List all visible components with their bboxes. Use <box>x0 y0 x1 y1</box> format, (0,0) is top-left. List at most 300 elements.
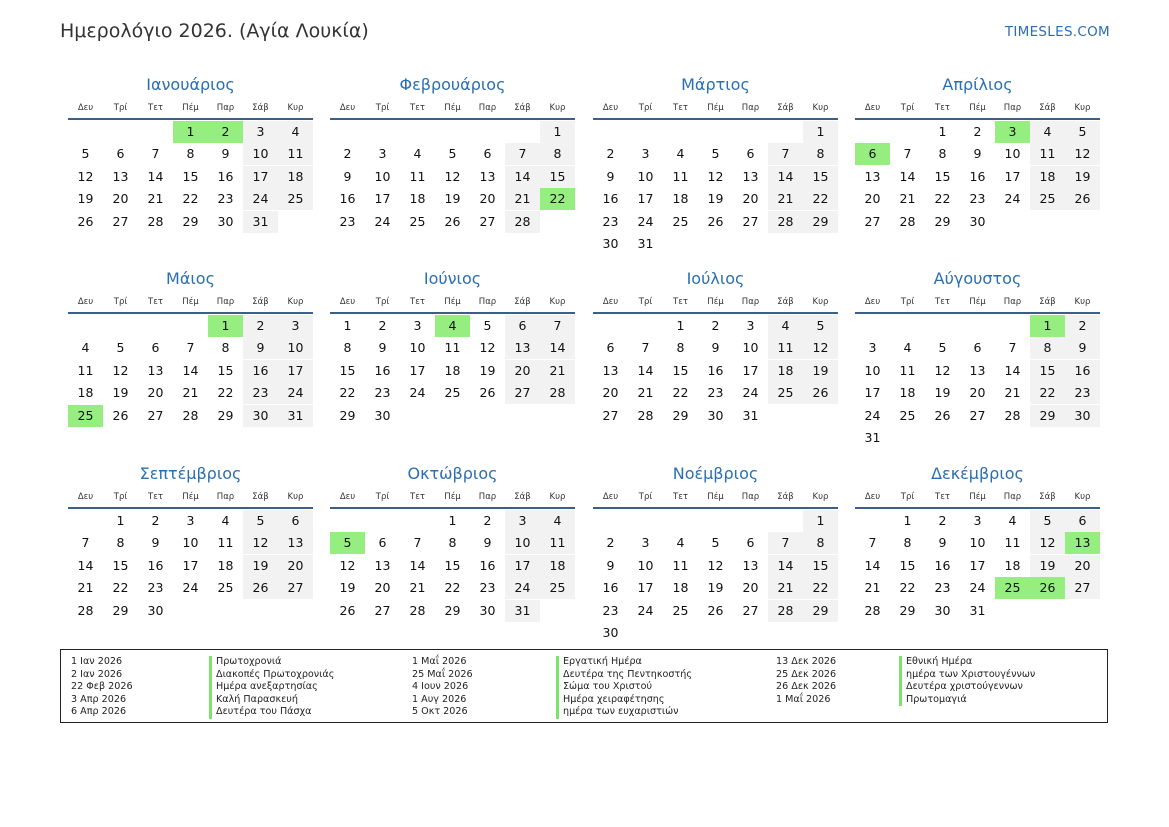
day-cell[interactable]: 29 <box>672 407 689 423</box>
day-cell[interactable]: 30 <box>969 213 986 229</box>
day-cell[interactable]: 7 <box>505 143 540 165</box>
day-cell[interactable]: 4 <box>1030 121 1065 143</box>
day-cell[interactable]: 15 <box>934 168 951 184</box>
day-cell[interactable]: 24 <box>969 580 986 596</box>
day-cell[interactable]: 17 <box>742 362 759 378</box>
day-cell[interactable]: 28 <box>77 602 94 618</box>
day-cell[interactable]: 30 <box>374 407 391 423</box>
day-cell[interactable]: 18 <box>899 385 916 401</box>
day-cell[interactable]: 21 <box>505 188 540 210</box>
day-cell[interactable]: 20 <box>112 191 129 207</box>
day-cell[interactable]: 3 <box>746 318 755 333</box>
day-cell[interactable]: 1 <box>803 510 838 532</box>
day-cell[interactable]: 20 <box>278 555 313 577</box>
day-cell[interactable]: 16 <box>374 362 391 378</box>
day-cell[interactable]: 8 <box>186 146 195 162</box>
day-cell[interactable]: 26 <box>707 213 724 229</box>
day-cell[interactable]: 27 <box>1065 577 1100 599</box>
day-cell[interactable]: 6 <box>973 340 982 356</box>
day-cell[interactable]: 24 <box>637 602 654 618</box>
day-cell[interactable]: 4 <box>676 535 685 551</box>
day-cell[interactable]: 23 <box>934 580 951 596</box>
day-cell[interactable]: 22 <box>444 580 461 596</box>
day-cell[interactable]: 29 <box>182 213 199 229</box>
day-cell[interactable]: 6 <box>1065 510 1100 532</box>
day-cell[interactable]: 9 <box>378 340 387 356</box>
day-cell[interactable]: 10 <box>1004 146 1021 162</box>
day-cell[interactable]: 28 <box>768 600 803 622</box>
day-cell[interactable]: 13 <box>147 362 164 378</box>
day-cell[interactable]: 1 <box>803 121 838 143</box>
day-cell[interactable]: 15 <box>803 166 838 188</box>
day-cell[interactable]: 14 <box>864 557 881 573</box>
day-cell[interactable]: 4 <box>676 146 685 162</box>
day-cell[interactable]: 7 <box>1008 340 1017 356</box>
day-cell[interactable]: 6 <box>378 535 387 551</box>
day-cell[interactable]: 17 <box>637 191 654 207</box>
day-cell[interactable]: 12 <box>339 557 356 573</box>
day-cell[interactable]: 22 <box>803 188 838 210</box>
day-cell[interactable]: 23 <box>147 580 164 596</box>
day-cell[interactable]: 8 <box>448 535 457 551</box>
day-cell[interactable]: 10 <box>637 557 654 573</box>
day-cell[interactable]: 6 <box>483 146 492 162</box>
day-cell[interactable]: 7 <box>540 315 575 337</box>
day-cell[interactable]: 29 <box>803 600 838 622</box>
day-cell[interactable]: 26 <box>479 385 496 401</box>
day-cell[interactable]: 20 <box>602 385 619 401</box>
day-cell[interactable]: 21 <box>147 191 164 207</box>
day-cell[interactable]: 10 <box>243 143 278 165</box>
day-cell[interactable]: 29 <box>444 602 461 618</box>
day-cell[interactable]: 14 <box>147 168 164 184</box>
day-cell[interactable]: 10 <box>505 532 540 554</box>
day-cell[interactable]: 25 <box>278 188 313 210</box>
day-cell[interactable]: 23 <box>217 191 234 207</box>
day-cell[interactable]: 30 <box>602 235 619 251</box>
day-cell[interactable]: 8 <box>803 143 838 165</box>
day-cell[interactable]: 13 <box>505 337 540 359</box>
day-cell[interactable]: 30 <box>1065 405 1100 427</box>
day-cell[interactable]: 19 <box>77 191 94 207</box>
day-cell[interactable]: 18 <box>1004 557 1021 573</box>
day-cell[interactable]: 11 <box>409 168 426 184</box>
day-cell[interactable]: 8 <box>343 340 352 356</box>
day-cell[interactable]: 28 <box>505 211 540 233</box>
day-cell[interactable]: 3 <box>505 510 540 532</box>
day-cell[interactable]: 11 <box>1030 143 1065 165</box>
day-cell[interactable]: 7 <box>186 340 195 356</box>
day-cell[interactable]: 15 <box>672 362 689 378</box>
day-cell[interactable]: 26 <box>112 407 129 423</box>
day-cell[interactable]: 6 <box>505 315 540 337</box>
day-cell[interactable]: 20 <box>742 580 759 596</box>
day-cell[interactable]: 22 <box>803 577 838 599</box>
day-cell[interactable]: 26 <box>77 213 94 229</box>
day-cell[interactable]: 13 <box>278 532 313 554</box>
day-cell[interactable]: 20 <box>479 191 496 207</box>
day-cell[interactable]: 2 <box>938 513 947 528</box>
day-cell[interactable]: 17 <box>864 385 881 401</box>
day-cell[interactable]: 11 <box>899 362 916 378</box>
day-cell[interactable]: 14 <box>409 557 426 573</box>
day-cell[interactable]: 25 <box>409 213 426 229</box>
day-cell[interactable]: 7 <box>868 535 877 551</box>
day-cell[interactable]: 24 <box>243 188 278 210</box>
day-cell[interactable]: 29 <box>339 407 356 423</box>
day-cell[interactable]: 18 <box>540 555 575 577</box>
day-cell[interactable]: 19 <box>1065 166 1100 188</box>
day-cell[interactable]: 13 <box>602 362 619 378</box>
day-cell[interactable]: 23 <box>602 602 619 618</box>
day-cell[interactable]: 3 <box>413 318 422 333</box>
day-cell[interactable]: 1 <box>448 513 457 528</box>
day-cell[interactable]: 2 <box>243 315 278 337</box>
day-cell[interactable]: 17 <box>374 191 391 207</box>
day-cell[interactable]: 12 <box>934 362 951 378</box>
day-cell[interactable]: 3 <box>973 513 982 528</box>
day-cell[interactable]: 11 <box>217 535 234 551</box>
day-cell[interactable]: 10 <box>374 168 391 184</box>
day-cell[interactable]: 11 <box>768 337 803 359</box>
day-cell[interactable]: 9 <box>221 146 230 162</box>
day-cell[interactable]: 5 <box>938 340 947 356</box>
day-cell[interactable]: 6 <box>606 340 615 356</box>
day-cell[interactable]: 25 <box>1030 188 1065 210</box>
day-cell[interactable]: 26 <box>1065 188 1100 210</box>
day-cell[interactable]: 6 <box>746 146 755 162</box>
day-cell[interactable]: 5 <box>116 340 125 356</box>
day-cell[interactable]: 4 <box>413 146 422 162</box>
day-cell[interactable]: 21 <box>77 580 94 596</box>
day-cell[interactable]: 21 <box>768 188 803 210</box>
day-cell[interactable]: 1 <box>903 513 912 528</box>
day-cell[interactable]: 12 <box>112 362 129 378</box>
day-cell[interactable]: 15 <box>182 168 199 184</box>
day-cell[interactable]: 5 <box>330 532 365 554</box>
day-cell[interactable]: 17 <box>278 360 313 382</box>
day-cell[interactable]: 23 <box>969 191 986 207</box>
day-cell[interactable]: 30 <box>934 602 951 618</box>
day-cell[interactable]: 16 <box>217 168 234 184</box>
day-cell[interactable]: 6 <box>746 535 755 551</box>
day-cell[interactable]: 20 <box>374 580 391 596</box>
day-cell[interactable]: 26 <box>339 602 356 618</box>
day-cell[interactable]: 22 <box>540 188 575 210</box>
day-cell[interactable]: 24 <box>864 407 881 423</box>
day-cell[interactable]: 2 <box>151 513 160 528</box>
day-cell[interactable]: 20 <box>742 191 759 207</box>
day-cell[interactable]: 16 <box>934 557 951 573</box>
day-cell[interactable]: 14 <box>1004 362 1021 378</box>
day-cell[interactable]: 20 <box>505 360 540 382</box>
day-cell[interactable]: 29 <box>899 602 916 618</box>
day-cell[interactable]: 4 <box>768 315 803 337</box>
day-cell[interactable]: 28 <box>182 407 199 423</box>
day-cell[interactable]: 22 <box>1030 382 1065 404</box>
day-cell[interactable]: 22 <box>217 385 234 401</box>
day-cell[interactable]: 1 <box>208 315 243 337</box>
day-cell[interactable]: 27 <box>112 213 129 229</box>
day-cell[interactable]: 27 <box>147 407 164 423</box>
day-cell[interactable]: 5 <box>803 315 838 337</box>
day-cell[interactable]: 28 <box>768 211 803 233</box>
day-cell[interactable]: 18 <box>278 166 313 188</box>
day-cell[interactable]: 5 <box>448 146 457 162</box>
day-cell[interactable]: 19 <box>112 385 129 401</box>
day-cell[interactable]: 19 <box>479 362 496 378</box>
day-cell[interactable]: 16 <box>147 557 164 573</box>
day-cell[interactable]: 7 <box>903 146 912 162</box>
day-cell[interactable]: 9 <box>343 168 352 184</box>
day-cell[interactable]: 3 <box>378 146 387 162</box>
day-cell[interactable]: 10 <box>409 340 426 356</box>
day-cell[interactable]: 2 <box>343 146 352 162</box>
day-cell[interactable]: 4 <box>221 513 230 528</box>
day-cell[interactable]: 16 <box>969 168 986 184</box>
day-cell[interactable]: 26 <box>707 602 724 618</box>
day-cell[interactable]: 10 <box>182 535 199 551</box>
day-cell[interactable]: 3 <box>641 535 650 551</box>
day-cell[interactable]: 24 <box>278 382 313 404</box>
day-cell[interactable]: 30 <box>479 602 496 618</box>
day-cell[interactable]: 15 <box>803 555 838 577</box>
day-cell[interactable]: 4 <box>278 121 313 143</box>
day-cell[interactable]: 3 <box>186 513 195 528</box>
day-cell[interactable]: 24 <box>374 213 391 229</box>
day-cell[interactable]: 1 <box>540 121 575 143</box>
day-cell[interactable]: 9 <box>606 168 615 184</box>
day-cell[interactable]: 5 <box>1030 510 1065 532</box>
day-cell[interactable]: 25 <box>540 577 575 599</box>
day-cell[interactable]: 16 <box>243 360 278 382</box>
day-cell[interactable]: 18 <box>672 580 689 596</box>
day-cell[interactable]: 10 <box>742 340 759 356</box>
day-cell[interactable]: 17 <box>182 557 199 573</box>
day-cell[interactable]: 13 <box>864 168 881 184</box>
day-cell[interactable]: 30 <box>707 407 724 423</box>
day-cell[interactable]: 8 <box>116 535 125 551</box>
day-cell[interactable]: 6 <box>151 340 160 356</box>
day-cell[interactable]: 16 <box>602 191 619 207</box>
day-cell[interactable]: 8 <box>938 146 947 162</box>
day-cell[interactable]: 27 <box>969 407 986 423</box>
day-cell[interactable]: 16 <box>339 191 356 207</box>
day-cell[interactable]: 9 <box>938 535 947 551</box>
day-cell[interactable]: 24 <box>742 385 759 401</box>
day-cell[interactable]: 2 <box>378 318 387 333</box>
day-cell[interactable]: 29 <box>934 213 951 229</box>
day-cell[interactable]: 7 <box>413 535 422 551</box>
day-cell[interactable]: 17 <box>1004 168 1021 184</box>
day-cell[interactable]: 4 <box>1008 513 1017 528</box>
day-cell[interactable]: 12 <box>479 340 496 356</box>
day-cell[interactable]: 31 <box>243 211 278 233</box>
day-cell[interactable]: 2 <box>606 535 615 551</box>
day-cell[interactable]: 27 <box>479 213 496 229</box>
day-cell[interactable]: 24 <box>637 213 654 229</box>
day-cell[interactable]: 1 <box>343 318 352 333</box>
day-cell[interactable]: 21 <box>899 191 916 207</box>
day-cell[interactable]: 14 <box>768 166 803 188</box>
day-cell[interactable]: 31 <box>505 600 540 622</box>
day-cell[interactable]: 5 <box>81 146 90 162</box>
day-cell[interactable]: 3 <box>641 146 650 162</box>
day-cell[interactable]: 10 <box>278 337 313 359</box>
day-cell[interactable]: 31 <box>969 602 986 618</box>
day-cell[interactable]: 5 <box>483 318 492 333</box>
day-cell[interactable]: 9 <box>973 146 982 162</box>
day-cell[interactable]: 19 <box>707 580 724 596</box>
day-cell[interactable]: 24 <box>409 385 426 401</box>
day-cell[interactable]: 28 <box>864 602 881 618</box>
day-cell[interactable]: 18 <box>1030 166 1065 188</box>
day-cell[interactable]: 2 <box>208 121 243 143</box>
day-cell[interactable]: 5 <box>1065 121 1100 143</box>
day-cell[interactable]: 23 <box>339 213 356 229</box>
day-cell[interactable]: 16 <box>707 362 724 378</box>
day-cell[interactable]: 24 <box>505 577 540 599</box>
day-cell[interactable]: 7 <box>768 532 803 554</box>
day-cell[interactable]: 28 <box>409 602 426 618</box>
day-cell[interactable]: 23 <box>374 385 391 401</box>
day-cell[interactable]: 9 <box>1065 337 1100 359</box>
day-cell[interactable]: 28 <box>540 382 575 404</box>
day-cell[interactable]: 18 <box>409 191 426 207</box>
day-cell[interactable]: 2 <box>606 146 615 162</box>
day-cell[interactable]: 23 <box>707 385 724 401</box>
day-cell[interactable]: 15 <box>1030 360 1065 382</box>
day-cell[interactable]: 12 <box>243 532 278 554</box>
day-cell[interactable]: 13 <box>742 168 759 184</box>
day-cell[interactable]: 30 <box>147 602 164 618</box>
day-cell[interactable]: 22 <box>899 580 916 596</box>
day-cell[interactable]: 11 <box>672 557 689 573</box>
day-cell[interactable]: 3 <box>243 121 278 143</box>
day-cell[interactable]: 13 <box>374 557 391 573</box>
day-cell[interactable]: 25 <box>672 602 689 618</box>
day-cell[interactable]: 21 <box>768 577 803 599</box>
day-cell[interactable]: 21 <box>540 360 575 382</box>
day-cell[interactable]: 15 <box>540 166 575 188</box>
day-cell[interactable]: 9 <box>151 535 160 551</box>
day-cell[interactable]: 2 <box>483 513 492 528</box>
day-cell[interactable]: 30 <box>602 624 619 640</box>
day-cell[interactable]: 12 <box>707 557 724 573</box>
day-cell[interactable]: 27 <box>864 213 881 229</box>
day-cell[interactable]: 17 <box>637 580 654 596</box>
day-cell[interactable]: 22 <box>672 385 689 401</box>
day-cell[interactable]: 5 <box>711 535 720 551</box>
day-cell[interactable]: 4 <box>903 340 912 356</box>
day-cell[interactable]: 20 <box>1065 555 1100 577</box>
day-cell[interactable]: 31 <box>278 405 313 427</box>
day-cell[interactable]: 8 <box>803 532 838 554</box>
day-cell[interactable]: 25 <box>995 577 1030 599</box>
day-cell[interactable]: 3 <box>278 315 313 337</box>
day-cell[interactable]: 15 <box>899 557 916 573</box>
day-cell[interactable]: 18 <box>672 191 689 207</box>
day-cell[interactable]: 1 <box>173 121 208 143</box>
day-cell[interactable]: 18 <box>768 360 803 382</box>
day-cell[interactable]: 18 <box>444 362 461 378</box>
day-cell[interactable]: 19 <box>444 191 461 207</box>
day-cell[interactable]: 11 <box>672 168 689 184</box>
day-cell[interactable]: 4 <box>540 510 575 532</box>
day-cell[interactable]: 5 <box>243 510 278 532</box>
day-cell[interactable]: 23 <box>243 382 278 404</box>
day-cell[interactable]: 6 <box>855 143 890 165</box>
day-cell[interactable]: 17 <box>409 362 426 378</box>
day-cell[interactable]: 12 <box>1030 532 1065 554</box>
day-cell[interactable]: 23 <box>602 213 619 229</box>
day-cell[interactable]: 19 <box>707 191 724 207</box>
day-cell[interactable]: 14 <box>182 362 199 378</box>
day-cell[interactable]: 22 <box>182 191 199 207</box>
day-cell[interactable]: 6 <box>116 146 125 162</box>
day-cell[interactable]: 6 <box>278 510 313 532</box>
day-cell[interactable]: 27 <box>374 602 391 618</box>
day-cell[interactable]: 24 <box>182 580 199 596</box>
day-cell[interactable]: 5 <box>711 146 720 162</box>
day-cell[interactable]: 28 <box>147 213 164 229</box>
day-cell[interactable]: 20 <box>864 191 881 207</box>
day-cell[interactable]: 7 <box>81 535 90 551</box>
day-cell[interactable]: 2 <box>1065 315 1100 337</box>
day-cell[interactable]: 8 <box>676 340 685 356</box>
day-cell[interactable]: 18 <box>217 557 234 573</box>
day-cell[interactable]: 12 <box>707 168 724 184</box>
day-cell[interactable]: 14 <box>768 555 803 577</box>
day-cell[interactable]: 13 <box>112 168 129 184</box>
day-cell[interactable]: 17 <box>243 166 278 188</box>
day-cell[interactable]: 11 <box>278 143 313 165</box>
day-cell[interactable]: 25 <box>899 407 916 423</box>
day-cell[interactable]: 30 <box>243 405 278 427</box>
day-cell[interactable]: 14 <box>77 557 94 573</box>
day-cell[interactable]: 31 <box>864 429 881 445</box>
day-cell[interactable]: 15 <box>217 362 234 378</box>
day-cell[interactable]: 19 <box>243 555 278 577</box>
day-cell[interactable]: 25 <box>444 385 461 401</box>
day-cell[interactable]: 17 <box>969 557 986 573</box>
day-cell[interactable]: 28 <box>637 407 654 423</box>
day-cell[interactable]: 18 <box>77 385 94 401</box>
day-cell[interactable]: 16 <box>602 580 619 596</box>
day-cell[interactable]: 27 <box>505 382 540 404</box>
day-cell[interactable]: 28 <box>899 213 916 229</box>
day-cell[interactable]: 19 <box>803 360 838 382</box>
day-cell[interactable]: 14 <box>637 362 654 378</box>
day-cell[interactable]: 23 <box>479 580 496 596</box>
day-cell[interactable]: 8 <box>1030 337 1065 359</box>
day-cell[interactable]: 10 <box>969 535 986 551</box>
day-cell[interactable]: 7 <box>768 143 803 165</box>
day-cell[interactable]: 1 <box>1030 315 1065 337</box>
day-cell[interactable]: 19 <box>339 580 356 596</box>
day-cell[interactable]: 29 <box>1030 405 1065 427</box>
day-cell[interactable]: 20 <box>147 385 164 401</box>
day-cell[interactable]: 31 <box>637 235 654 251</box>
day-cell[interactable]: 25 <box>768 382 803 404</box>
day-cell[interactable]: 21 <box>1004 385 1021 401</box>
day-cell[interactable]: 15 <box>112 557 129 573</box>
day-cell[interactable]: 13 <box>742 557 759 573</box>
day-cell[interactable]: 22 <box>112 580 129 596</box>
day-cell[interactable]: 8 <box>540 143 575 165</box>
day-cell[interactable]: 21 <box>637 385 654 401</box>
day-cell[interactable]: 22 <box>934 191 951 207</box>
